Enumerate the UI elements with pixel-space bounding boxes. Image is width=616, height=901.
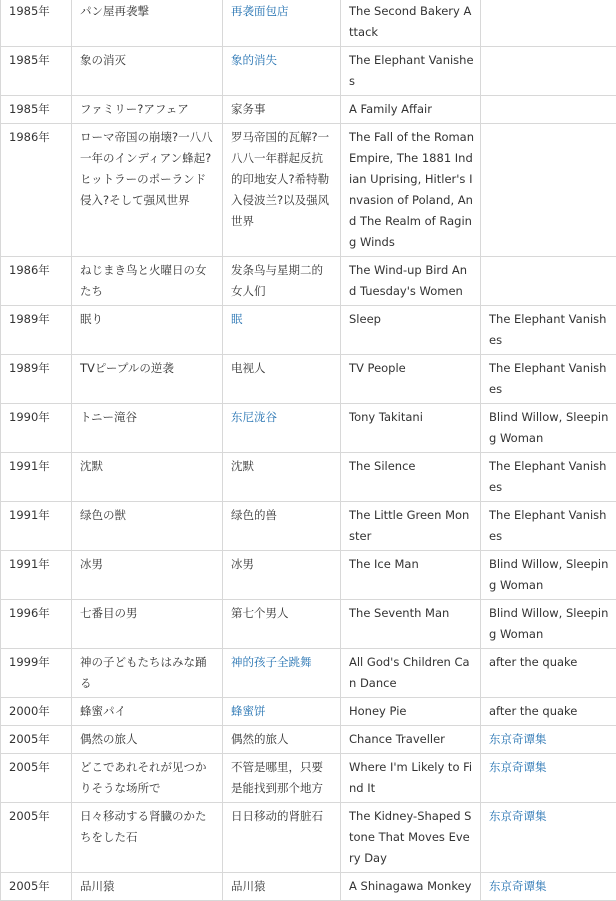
english-title-cell: TV People [341,355,481,404]
year-cell: 1989年 [1,306,72,355]
chinese-title-cell: 日日移动的肾脏石 [223,803,341,873]
english-title-cell: The Little Green Monster [341,502,481,551]
collection-cell [481,47,616,96]
table-row [1,754,616,803]
year-cell: 2005年 [1,754,72,803]
year-cell: 1986年 [1,257,72,306]
japanese-title-cell: 神の子どもたちはみな踊る [72,649,223,698]
table-row [1,551,616,600]
chinese-title-cell[interactable]: 神的孩子全跳舞 [223,649,341,698]
japanese-title-cell: トニー滝谷 [72,404,223,453]
collection-cell[interactable]: 东京奇谭集 [481,803,616,873]
year-cell: 2005年 [1,803,72,873]
english-title-cell: The Wind-up Bird And Tuesday's Women [341,257,481,306]
japanese-title-cell: 日々移动する肾臓のかたちをした石 [72,803,223,873]
collection-cell: after the quake [481,698,616,726]
english-title-cell: Where I'm Likely to Find It [341,754,481,803]
year-cell: 1985年 [1,0,72,47]
year-cell: 2000年 [1,698,72,726]
year-cell: 2005年 [1,873,72,901]
collection-cell [481,257,616,306]
japanese-title-cell: どこであれそれが见つかりそうな场所で [72,754,223,803]
chinese-title-cell: 发条鸟与星期二的女人们 [223,257,341,306]
english-title-cell: The Seventh Man [341,600,481,649]
collection-cell: after the quake [481,649,616,698]
english-title-cell: The Second Bakery Attack [341,0,481,47]
year-cell: 1991年 [1,453,72,502]
japanese-title-cell: TVピープルの逆袭 [72,355,223,404]
table-row [1,355,616,404]
english-title-cell: The Ice Man [341,551,481,600]
japanese-title-cell: ファミリー?アフェア [72,96,223,124]
year-cell: 1985年 [1,96,72,124]
english-title-cell: A Family Affair [341,96,481,124]
year-cell: 1999年 [1,649,72,698]
table-row [1,873,616,901]
chinese-title-cell: 第七个男人 [223,600,341,649]
table-row [1,257,616,306]
chinese-title-cell: 家务事 [223,96,341,124]
english-title-cell: The Kidney-Shaped Stone That Moves Every Day [341,803,481,873]
collection-cell[interactable]: 东京奇谭集 [481,726,616,754]
chinese-title-cell: 绿色的兽 [223,502,341,551]
collection-cell[interactable]: 东京奇谭集 [481,873,616,901]
english-title-cell: The Elephant Vanishes [341,47,481,96]
year-cell: 1990年 [1,404,72,453]
collection-cell: Blind Willow, Sleeping Woman [481,600,616,649]
chinese-title-cell: 品川猿 [223,873,341,901]
chinese-title-cell: 沈默 [223,453,341,502]
table-row [1,404,616,453]
japanese-title-cell: ねじまき鸟と火曜日の女たち [72,257,223,306]
year-cell: 1996年 [1,600,72,649]
chinese-title-cell[interactable]: 再袭面包店 [223,0,341,47]
collection-cell: The Elephant Vanishes [481,355,616,404]
chinese-title-cell[interactable]: 眠 [223,306,341,355]
chinese-title-cell: 罗马帝国的瓦解?一八八一年群起反抗的印地安人?希特勒入侵波兰?以及强风世界 [223,124,341,257]
english-title-cell: Sleep [341,306,481,355]
collection-cell: Blind Willow, Sleeping Woman [481,404,616,453]
collection-cell: The Elephant Vanishes [481,306,616,355]
table-row [1,502,616,551]
english-title-cell: A Shinagawa Monkey [341,873,481,901]
table-row [1,453,616,502]
japanese-title-cell: ローマ帝国の崩壊?一八八一年のインディアン蜂起?ヒットラーのポーランド侵入?そして强风世界 [72,124,223,257]
japanese-title-cell: 绿色の獣 [72,502,223,551]
japanese-title-cell: 七番目の男 [72,600,223,649]
japanese-title-cell: 蜂蜜パイ [72,698,223,726]
japanese-title-cell: パン屋再袭撃 [72,0,223,47]
collection-cell: Blind Willow, Sleeping Woman [481,551,616,600]
collection-cell: The Elephant Vanishes [481,502,616,551]
table-row [1,47,616,96]
english-title-cell: The Silence [341,453,481,502]
chinese-title-cell: 偶然的旅人 [223,726,341,754]
year-cell: 1991年 [1,502,72,551]
chinese-title-cell: 冰男 [223,551,341,600]
english-title-cell: Tony Takitani [341,404,481,453]
collection-cell [481,0,616,47]
table-row [1,600,616,649]
table-row [1,124,616,257]
chinese-title-cell[interactable]: 象的消失 [223,47,341,96]
table-row [1,726,616,754]
chinese-title-cell: 不管是哪里，只要是能找到那个地方 [223,754,341,803]
year-cell: 1985年 [1,47,72,96]
collection-cell [481,96,616,124]
collection-cell [481,124,616,257]
chinese-title-cell[interactable]: 蜂蜜饼 [223,698,341,726]
table-row [1,96,616,124]
year-cell: 1989年 [1,355,72,404]
english-title-cell: Chance Traveller [341,726,481,754]
collection-cell[interactable]: 东京奇谭集 [481,754,616,803]
collection-cell: The Elephant Vanishes [481,453,616,502]
table-row [1,698,616,726]
table-row [1,306,616,355]
japanese-title-cell: 偶然の旅人 [72,726,223,754]
chinese-title-cell[interactable]: 东尼泷谷 [223,404,341,453]
japanese-title-cell: 沈默 [72,453,223,502]
chinese-title-cell: 电视人 [223,355,341,404]
year-cell: 1986年 [1,124,72,257]
year-cell: 2005年 [1,726,72,754]
english-title-cell: All God's Children Can Dance [341,649,481,698]
japanese-title-cell: 眠り [72,306,223,355]
japanese-title-cell: 冰男 [72,551,223,600]
japanese-title-cell: 品川猿 [72,873,223,901]
table-row [1,649,616,698]
year-cell: 1991年 [1,551,72,600]
english-title-cell: The Fall of the Roman Empire, The 1881 Indian Uprising, Hitler's Invasion of Poland, And The Realm of Raging Winds [341,124,481,257]
english-title-cell: Honey Pie [341,698,481,726]
table-row [1,803,616,873]
japanese-title-cell: 象の消灭 [72,47,223,96]
table-row [1,0,616,47]
